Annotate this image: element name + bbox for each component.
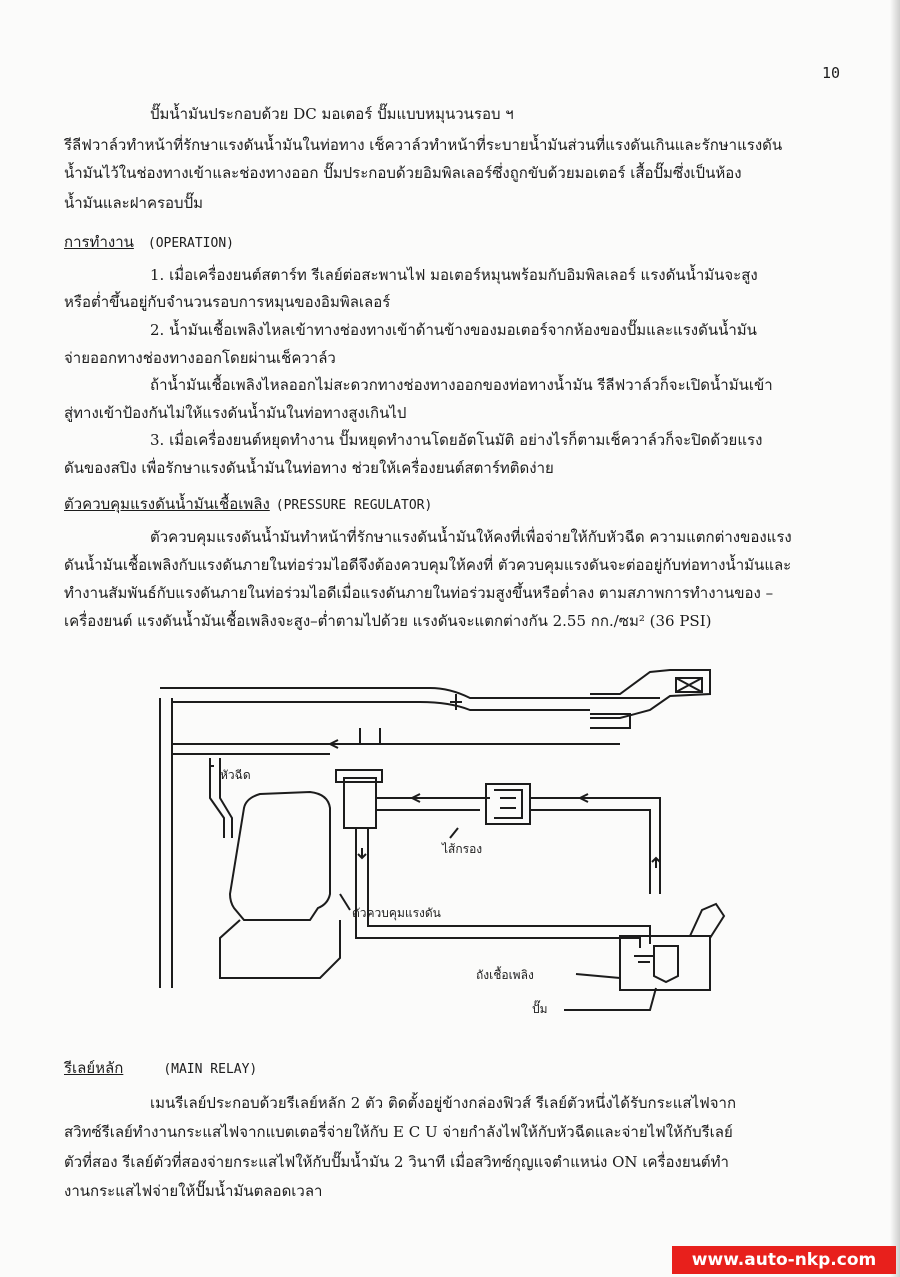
operation-line: 1. เมื่อเครื่องยนต์สตาร์ท รีเลย์ต่อสะพานไฟ มอเตอร์หมุนพร้อมกับอิมพิลเลอร์ แรงดันน้ำมันจะสูง <box>150 266 758 284</box>
main-relay-heading <box>64 1058 257 1080</box>
main-relay-line: งานกระแสไฟจ่ายให้ปั๊มน้ำมันตลอดเวลา <box>64 1182 323 1200</box>
main-relay-line: สวิทซ์รีเลย์ทำงานกระแสไฟจากแบตเตอรี่จ่ายให้กับ E C U จ่ายกำลังไฟให้กับหัวฉีดและจ่ายไฟให้กับรีเลย์ <box>64 1123 733 1141</box>
intro-line-1: ปั๊มน้ำมันประกอบด้วย DC มอเตอร์ ปั๊มแบบหมุนวนรอบ ฯ <box>150 105 514 123</box>
main-relay-heading-th: รีเลย์หลัก <box>64 1059 124 1077</box>
regulator-line: เครื่องยนต์ แรงดันน้ำมันเชื้อเพลิงจะสูง–ต่ำตามไปด้วย แรงดันจะแตกต่างกัน 2.55 กก./ซม² (36 PSI) <box>64 612 712 630</box>
pump-label: ปั๊ม <box>532 1002 548 1016</box>
operation-heading-th: การทำงาน <box>64 233 134 251</box>
page-edge-shadow <box>890 0 900 1277</box>
main-relay-line: ตัวที่สอง รีเลย์ตัวที่สองจ่ายกระแสไฟให้กับปั๊มน้ำมัน 2 วินาที เมื่อสวิทซ์กุญแจตำแหน่ง ON เครื่องยนต์ทำ <box>64 1153 729 1171</box>
regulator-heading <box>64 494 432 516</box>
operation-line: 2. น้ำมันเชื้อเพลิงไหลเข้าทางช่องทางเข้าด้านข้างของมอเตอร์จากห้องของปั๊มและแรงดันน้ำมัน <box>150 321 757 339</box>
intro-line-4: น้ำมันและฝาครอบปั๊ม <box>64 194 203 212</box>
operation-line: หรือต่ำขึ้นอยู่กับจำนวนรอบการหมุนของอิมพิลเลอร์ <box>64 293 391 311</box>
operation-heading <box>64 232 234 254</box>
regulator-heading-th: ตัวควบคุมแรงดันน้ำมันเชื้อเพลิง <box>64 495 270 513</box>
intro-line-2: รีลีฟวาล์วทำหน้าที่รักษาแรงดันน้ำมันในท่อทาง เช็ควาล์วทำหน้าที่ระบายน้ำมันส่วนที่แรงดันเกินและรักษาแรงดัน <box>64 136 783 154</box>
regulator-line: ตัวควบคุมแรงดันน้ำมันทำหน้าที่รักษาแรงดันน้ำมันให้คงที่เพื่อจ่ายให้กับหัวฉีด ความแตกต่างของแรง <box>150 528 792 546</box>
regulator-line: ดันน้ำมันเชื้อเพลิงกับแรงดันภายในท่อร่วมไอดีจึงต้องควบคุมให้คงที่ ตัวควบคุมแรงดันจะต่ออยู่กับท่อทางน้ำมันและ <box>64 556 792 574</box>
regulator-label: ตัวควบคุมแรงดัน <box>352 906 441 920</box>
page-number: 10 <box>822 64 841 82</box>
regulator-line: ทำงานสัมพันธ์กับแรงดันภายในท่อร่วมไอดีเมื่อแรงดันภายในท่อร่วมสูงขึ้นหรือต่ำลง ตามสภาพการทำงานของ – <box>64 584 774 602</box>
operation-line: ดันของสปิง เพื่อรักษาแรงดันน้ำมันในท่อทาง ช่วยให้เครื่องยนต์สตาร์ทติดง่าย <box>64 459 554 477</box>
operation-line: จ่ายออกทางช่องทางออกโดยผ่านเช็ควาล์ว <box>64 349 336 367</box>
operation-line: สู่ทางเข้าป้องกันไม่ให้แรงดันน้ำมันในท่อทางสูงเกินไป <box>64 404 407 422</box>
operation-line: ถ้าน้ำมันเชื้อเพลิงไหลออกไม่สะดวกทางช่องทางออกของท่อทางน้ำมัน รีลีฟวาล์วก็จะเปิดน้ำมันเข้า <box>150 376 773 394</box>
intro-line-3: น้ำมันไว้ในช่องทางเข้าและช่องทางออก ปั๊มประกอบด้วยอิมพิลเลอร์ซึ่งถูกขับด้วยมอเตอร์ เสื้อปั๊มซึ่งเป็นห้อง <box>64 164 742 182</box>
operation-line: 3. เมื่อเครื่องยนต์หยุดทำงาน ปั๊มหยุดทำงานโดยอัตโนมัติ อย่างไรก็ตามเช็ควาล์วก็จะปิดด้วยแรง <box>150 431 763 449</box>
watermark-link[interactable]: www.auto-nkp.com <box>672 1246 896 1274</box>
filter-label: ไส้กรอง <box>442 842 483 856</box>
operation-heading-en: (OPERATION) <box>147 236 234 251</box>
tank-label: ถังเชื้อเพลิง <box>476 968 534 982</box>
fuel-system-diagram <box>150 658 740 1026</box>
injector-label: หัวฉีด <box>220 768 251 782</box>
main-relay-heading-en: (MAIN RELAY) <box>163 1062 258 1077</box>
main-relay-line: เมนรีเลย์ประกอบด้วยรีเลย์หลัก 2 ตัว ติดตั้งอยู่ข้างกล่องฟิวส์ รีเลย์ตัวหนึ่งได้รับกระแสไฟจาก <box>150 1094 737 1112</box>
regulator-heading-en: (PRESSURE REGULATOR) <box>275 498 433 513</box>
